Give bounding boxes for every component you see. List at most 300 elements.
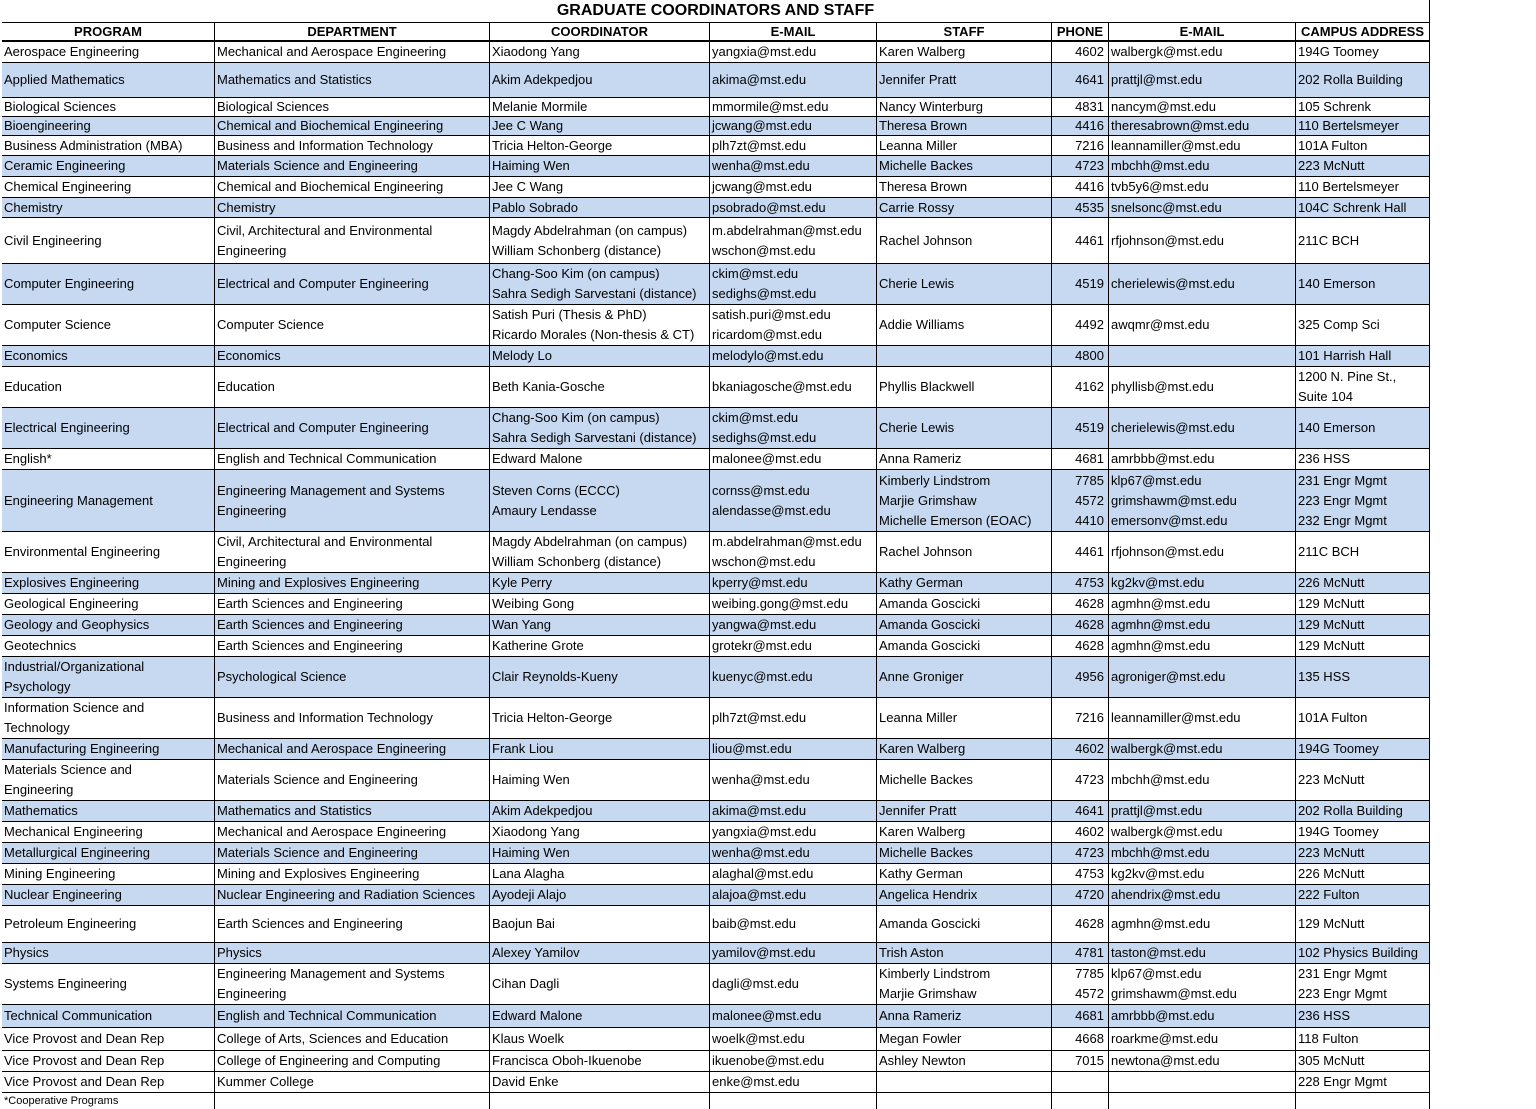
cell-staff[interactable] xyxy=(877,63,1052,97)
cell-program[interactable] xyxy=(2,964,215,1004)
cell-campus-address[interactable] xyxy=(1296,264,1430,304)
cell-phone[interactable] xyxy=(1052,264,1109,304)
cell-staff[interactable] xyxy=(877,964,1052,1004)
cell-coordinator-email[interactable] xyxy=(710,264,877,304)
cell-department[interactable] xyxy=(215,449,490,469)
cell-staff-email[interactable] xyxy=(1109,156,1296,176)
cell-campus-address[interactable] xyxy=(1296,594,1430,614)
cell-coordinator-email[interactable] xyxy=(710,1028,877,1050)
cell-department[interactable] xyxy=(215,760,490,800)
cell-phone[interactable] xyxy=(1052,885,1109,905)
cell-coordinator[interactable] xyxy=(490,449,710,469)
cell-staff[interactable] xyxy=(877,98,1052,116)
cell-staff[interactable] xyxy=(877,1072,1052,1092)
cell-coordinator[interactable] xyxy=(490,42,710,62)
cell-staff-email[interactable] xyxy=(1109,470,1296,531)
cell-coordinator[interactable] xyxy=(490,864,710,884)
cell-department[interactable] xyxy=(215,739,490,759)
cell-department[interactable] xyxy=(215,964,490,1004)
cell-staff-email[interactable] xyxy=(1109,117,1296,135)
cell-phone[interactable] xyxy=(1052,843,1109,863)
cell-staff[interactable] xyxy=(877,843,1052,863)
cell-phone[interactable] xyxy=(1052,346,1109,366)
cell-campus-address[interactable] xyxy=(1296,218,1430,263)
cell-program[interactable] xyxy=(2,1072,215,1092)
cell-program[interactable] xyxy=(2,156,215,176)
cell-department[interactable] xyxy=(215,1072,490,1092)
cell-phone[interactable] xyxy=(1052,739,1109,759)
cell-department[interactable] xyxy=(215,470,490,531)
cell-program[interactable] xyxy=(2,218,215,263)
cell-program[interactable] xyxy=(2,843,215,863)
cell-staff-email[interactable] xyxy=(1109,1051,1296,1071)
cell-staff-email[interactable] xyxy=(1109,1005,1296,1027)
cell-coordinator[interactable] xyxy=(490,198,710,217)
header-coordinator[interactable]: COORDINATOR xyxy=(490,23,710,40)
cell-department[interactable] xyxy=(215,801,490,821)
cell-staff-email[interactable] xyxy=(1109,698,1296,738)
cell-coordinator[interactable] xyxy=(490,470,710,531)
cell-coordinator[interactable] xyxy=(490,1005,710,1027)
cell-coordinator-email[interactable] xyxy=(710,843,877,863)
cell-coordinator-email[interactable] xyxy=(710,136,877,155)
cell-program[interactable] xyxy=(2,177,215,197)
cell-staff-email[interactable] xyxy=(1109,42,1296,62)
cell-staff[interactable] xyxy=(877,636,1052,656)
cell-coordinator-email[interactable] xyxy=(710,218,877,263)
cell-department[interactable] xyxy=(215,42,490,62)
cell-department[interactable] xyxy=(215,615,490,635)
cell-campus-address[interactable] xyxy=(1296,532,1430,572)
cell-program[interactable] xyxy=(2,1051,215,1071)
cell-program[interactable] xyxy=(2,822,215,842)
cell-staff-email[interactable] xyxy=(1109,636,1296,656)
cell-coordinator-email[interactable] xyxy=(710,408,877,448)
cell-campus-address[interactable] xyxy=(1296,346,1430,366)
cell-staff-email[interactable] xyxy=(1109,177,1296,197)
cell-coordinator[interactable] xyxy=(490,760,710,800)
cell-campus-address[interactable] xyxy=(1296,1072,1430,1092)
cell-campus-address[interactable] xyxy=(1296,42,1430,62)
cell-coordinator-email[interactable] xyxy=(710,156,877,176)
cell-staff[interactable] xyxy=(877,177,1052,197)
cell-campus-address[interactable] xyxy=(1296,615,1430,635)
cell-coordinator[interactable] xyxy=(490,943,710,963)
cell-phone[interactable] xyxy=(1052,1072,1109,1092)
cell-coordinator[interactable] xyxy=(490,822,710,842)
cell-phone[interactable] xyxy=(1052,864,1109,884)
cell-campus-address[interactable] xyxy=(1296,367,1430,407)
cell-phone[interactable] xyxy=(1052,573,1109,593)
cell-coordinator[interactable] xyxy=(490,264,710,304)
cell-campus-address[interactable] xyxy=(1296,698,1430,738)
header-department[interactable]: DEPARTMENT xyxy=(215,23,490,40)
cell-campus-address[interactable] xyxy=(1296,843,1430,863)
header-program[interactable]: PROGRAM xyxy=(2,23,215,40)
cell-campus-address[interactable] xyxy=(1296,822,1430,842)
cell-program[interactable] xyxy=(2,408,215,448)
cell-campus-address[interactable] xyxy=(1296,63,1430,97)
cell-department[interactable] xyxy=(215,264,490,304)
header-staff[interactable]: STAFF xyxy=(877,23,1052,40)
cell-coordinator-email[interactable] xyxy=(710,305,877,345)
cell-coordinator-email[interactable] xyxy=(710,177,877,197)
cell-phone[interactable] xyxy=(1052,449,1109,469)
cell-coordinator-email[interactable] xyxy=(710,885,877,905)
cell-staff[interactable] xyxy=(877,906,1052,942)
cell-campus-address[interactable] xyxy=(1296,906,1430,942)
cell-program[interactable] xyxy=(2,98,215,116)
cell-staff[interactable] xyxy=(877,822,1052,842)
cell-staff[interactable] xyxy=(877,1051,1052,1071)
cell-program[interactable] xyxy=(2,346,215,366)
cell-staff-email[interactable] xyxy=(1109,657,1296,697)
cell-staff[interactable] xyxy=(877,885,1052,905)
cell-coordinator[interactable] xyxy=(490,305,710,345)
cell-coordinator-email[interactable] xyxy=(710,198,877,217)
cell-staff-email[interactable] xyxy=(1109,305,1296,345)
cell-phone[interactable] xyxy=(1052,964,1109,1004)
cell-phone[interactable] xyxy=(1052,42,1109,62)
cell-program[interactable] xyxy=(2,760,215,800)
cell-staff-email[interactable] xyxy=(1109,218,1296,263)
cell-staff-email[interactable] xyxy=(1109,760,1296,800)
cell-phone[interactable] xyxy=(1052,198,1109,217)
cell-department[interactable] xyxy=(215,594,490,614)
cell-coordinator-email[interactable] xyxy=(710,801,877,821)
cell-department[interactable] xyxy=(215,1005,490,1027)
cell-campus-address[interactable] xyxy=(1296,657,1430,697)
cell-phone[interactable] xyxy=(1052,367,1109,407)
cell-department[interactable] xyxy=(215,885,490,905)
cell-staff[interactable] xyxy=(877,470,1052,531)
cell-department[interactable] xyxy=(215,636,490,656)
cell-coordinator-email[interactable] xyxy=(710,42,877,62)
cell-staff-email[interactable] xyxy=(1109,63,1296,97)
cell-phone[interactable] xyxy=(1052,822,1109,842)
cell-staff-email[interactable] xyxy=(1109,739,1296,759)
cell-department[interactable] xyxy=(215,346,490,366)
cell-staff-email[interactable] xyxy=(1109,367,1296,407)
cell-department[interactable] xyxy=(215,864,490,884)
cell-department[interactable] xyxy=(215,408,490,448)
cell-program[interactable] xyxy=(2,42,215,62)
cell-coordinator[interactable] xyxy=(490,1051,710,1071)
cell-phone[interactable] xyxy=(1052,657,1109,697)
cell-program[interactable] xyxy=(2,470,215,531)
cell-department[interactable] xyxy=(215,117,490,135)
cell-coordinator[interactable] xyxy=(490,532,710,572)
cell-phone[interactable] xyxy=(1052,636,1109,656)
cell-department[interactable] xyxy=(215,843,490,863)
cell-coordinator-email[interactable] xyxy=(710,864,877,884)
cell-coordinator-email[interactable] xyxy=(710,760,877,800)
cell-department[interactable] xyxy=(215,177,490,197)
cell-program[interactable] xyxy=(2,636,215,656)
cell-phone[interactable] xyxy=(1052,594,1109,614)
cell-department[interactable] xyxy=(215,906,490,942)
cell-campus-address[interactable] xyxy=(1296,177,1430,197)
cell-staff-email[interactable] xyxy=(1109,843,1296,863)
cell-coordinator[interactable] xyxy=(490,346,710,366)
cell-campus-address[interactable] xyxy=(1296,198,1430,217)
cell-coordinator-email[interactable] xyxy=(710,739,877,759)
cell-coordinator[interactable] xyxy=(490,594,710,614)
cell-staff-email[interactable] xyxy=(1109,532,1296,572)
cell-phone[interactable] xyxy=(1052,136,1109,155)
cell-staff[interactable] xyxy=(877,864,1052,884)
cell-staff-email[interactable] xyxy=(1109,864,1296,884)
cell-phone[interactable] xyxy=(1052,943,1109,963)
cell-staff-email[interactable] xyxy=(1109,943,1296,963)
cell-phone[interactable] xyxy=(1052,615,1109,635)
cell-staff[interactable] xyxy=(877,760,1052,800)
cell-department[interactable] xyxy=(215,198,490,217)
cell-coordinator[interactable] xyxy=(490,408,710,448)
cell-coordinator-email[interactable] xyxy=(710,1072,877,1092)
header-staff-email[interactable]: E-MAIL xyxy=(1109,23,1296,40)
cell-phone[interactable] xyxy=(1052,63,1109,97)
cell-staff-email[interactable] xyxy=(1109,885,1296,905)
cell-coordinator[interactable] xyxy=(490,843,710,863)
cell-staff-email[interactable] xyxy=(1109,594,1296,614)
cell-staff-email[interactable] xyxy=(1109,198,1296,217)
cell-phone[interactable] xyxy=(1052,1028,1109,1050)
cell-program[interactable] xyxy=(2,906,215,942)
cell-coordinator[interactable] xyxy=(490,1072,710,1092)
cell-program[interactable] xyxy=(2,1005,215,1027)
cell-campus-address[interactable] xyxy=(1296,98,1430,116)
cell-staff[interactable] xyxy=(877,305,1052,345)
cell-campus-address[interactable] xyxy=(1296,1028,1430,1050)
cell-department[interactable] xyxy=(215,305,490,345)
cell-phone[interactable] xyxy=(1052,1051,1109,1071)
cell-department[interactable] xyxy=(215,98,490,116)
header-campus-address[interactable]: CAMPUS ADDRESS xyxy=(1296,23,1430,40)
cell-staff-email[interactable] xyxy=(1109,98,1296,116)
cell-campus-address[interactable] xyxy=(1296,964,1430,1004)
cell-staff[interactable] xyxy=(877,739,1052,759)
cell-coordinator[interactable] xyxy=(490,98,710,116)
cell-campus-address[interactable] xyxy=(1296,449,1430,469)
cell-campus-address[interactable] xyxy=(1296,470,1430,531)
cell-staff[interactable] xyxy=(877,408,1052,448)
cell-coordinator-email[interactable] xyxy=(710,943,877,963)
cell-campus-address[interactable] xyxy=(1296,943,1430,963)
cell-program[interactable] xyxy=(2,573,215,593)
cell-staff[interactable] xyxy=(877,1028,1052,1050)
cell-coordinator-email[interactable] xyxy=(710,532,877,572)
header-phone[interactable]: PHONE xyxy=(1052,23,1109,40)
cell-campus-address[interactable] xyxy=(1296,408,1430,448)
cell-coordinator[interactable] xyxy=(490,657,710,697)
cell-staff-email[interactable] xyxy=(1109,449,1296,469)
cell-staff[interactable] xyxy=(877,943,1052,963)
cell-staff-email[interactable] xyxy=(1109,408,1296,448)
cell-program[interactable] xyxy=(2,532,215,572)
cell-phone[interactable] xyxy=(1052,98,1109,116)
cell-program[interactable] xyxy=(2,449,215,469)
cell-coordinator-email[interactable] xyxy=(710,117,877,135)
cell-coordinator[interactable] xyxy=(490,573,710,593)
cell-staff-email[interactable] xyxy=(1109,1072,1296,1092)
cell-program[interactable] xyxy=(2,136,215,155)
cell-staff[interactable] xyxy=(877,198,1052,217)
cell-phone[interactable] xyxy=(1052,470,1109,531)
cell-coordinator-email[interactable] xyxy=(710,822,877,842)
cell-program[interactable] xyxy=(2,594,215,614)
cell-coordinator-email[interactable] xyxy=(710,657,877,697)
cell-coordinator[interactable] xyxy=(490,1028,710,1050)
cell-staff[interactable] xyxy=(877,449,1052,469)
cell-coordinator-email[interactable] xyxy=(710,636,877,656)
cell-coordinator[interactable] xyxy=(490,636,710,656)
cell-program[interactable] xyxy=(2,801,215,821)
cell-coordinator[interactable] xyxy=(490,739,710,759)
cell-campus-address[interactable] xyxy=(1296,760,1430,800)
cell-department[interactable] xyxy=(215,698,490,738)
cell-campus-address[interactable] xyxy=(1296,636,1430,656)
cell-staff[interactable] xyxy=(877,117,1052,135)
cell-phone[interactable] xyxy=(1052,801,1109,821)
cell-phone[interactable] xyxy=(1052,698,1109,738)
cell-coordinator-email[interactable] xyxy=(710,98,877,116)
cell-phone[interactable] xyxy=(1052,1005,1109,1027)
cell-staff-email[interactable] xyxy=(1109,964,1296,1004)
cell-program[interactable] xyxy=(2,117,215,135)
cell-campus-address[interactable] xyxy=(1296,1005,1430,1027)
cell-staff-email[interactable] xyxy=(1109,906,1296,942)
cell-coordinator[interactable] xyxy=(490,177,710,197)
cell-staff[interactable] xyxy=(877,573,1052,593)
cell-program[interactable] xyxy=(2,943,215,963)
cell-department[interactable] xyxy=(215,367,490,407)
cell-campus-address[interactable] xyxy=(1296,136,1430,155)
header-coordinator-email[interactable]: E-MAIL xyxy=(710,23,877,40)
cell-coordinator-email[interactable] xyxy=(710,1005,877,1027)
cell-staff-email[interactable] xyxy=(1109,615,1296,635)
cell-coordinator-email[interactable] xyxy=(710,594,877,614)
cell-coordinator[interactable] xyxy=(490,156,710,176)
cell-coordinator[interactable] xyxy=(490,964,710,1004)
cell-campus-address[interactable] xyxy=(1296,1051,1430,1071)
cell-staff-email[interactable] xyxy=(1109,822,1296,842)
cell-department[interactable] xyxy=(215,156,490,176)
cell-program[interactable] xyxy=(2,305,215,345)
cell-phone[interactable] xyxy=(1052,117,1109,135)
cell-campus-address[interactable] xyxy=(1296,156,1430,176)
cell-staff[interactable] xyxy=(877,657,1052,697)
cell-staff[interactable] xyxy=(877,698,1052,738)
cell-department[interactable] xyxy=(215,532,490,572)
cell-coordinator-email[interactable] xyxy=(710,1051,877,1071)
cell-campus-address[interactable] xyxy=(1296,801,1430,821)
cell-staff[interactable] xyxy=(877,367,1052,407)
cell-staff[interactable] xyxy=(877,1005,1052,1027)
cell-program[interactable] xyxy=(2,198,215,217)
cell-coordinator[interactable] xyxy=(490,63,710,97)
cell-department[interactable] xyxy=(215,218,490,263)
cell-program[interactable] xyxy=(2,367,215,407)
cell-phone[interactable] xyxy=(1052,218,1109,263)
cell-campus-address[interactable] xyxy=(1296,305,1430,345)
cell-phone[interactable] xyxy=(1052,532,1109,572)
cell-staff-email[interactable] xyxy=(1109,573,1296,593)
cell-coordinator[interactable] xyxy=(490,136,710,155)
cell-staff[interactable] xyxy=(877,218,1052,263)
cell-staff[interactable] xyxy=(877,801,1052,821)
cell-coordinator[interactable] xyxy=(490,698,710,738)
cell-phone[interactable] xyxy=(1052,760,1109,800)
cell-coordinator-email[interactable] xyxy=(710,367,877,407)
cell-program[interactable] xyxy=(2,63,215,97)
cell-campus-address[interactable] xyxy=(1296,864,1430,884)
cell-phone[interactable] xyxy=(1052,408,1109,448)
cell-department[interactable] xyxy=(215,63,490,97)
cell-staff[interactable] xyxy=(877,594,1052,614)
cell-coordinator[interactable] xyxy=(490,367,710,407)
cell-campus-address[interactable] xyxy=(1296,885,1430,905)
cell-department[interactable] xyxy=(215,136,490,155)
cell-staff[interactable] xyxy=(877,532,1052,572)
cell-phone[interactable] xyxy=(1052,156,1109,176)
cell-program[interactable] xyxy=(2,885,215,905)
cell-department[interactable] xyxy=(215,943,490,963)
cell-staff-email[interactable] xyxy=(1109,346,1296,366)
cell-phone[interactable] xyxy=(1052,177,1109,197)
cell-staff[interactable] xyxy=(877,615,1052,635)
cell-coordinator[interactable] xyxy=(490,218,710,263)
cell-program[interactable] xyxy=(2,739,215,759)
cell-department[interactable] xyxy=(215,657,490,697)
cell-coordinator[interactable] xyxy=(490,615,710,635)
cell-coordinator-email[interactable] xyxy=(710,964,877,1004)
cell-program[interactable] xyxy=(2,1028,215,1050)
cell-coordinator[interactable] xyxy=(490,885,710,905)
cell-phone[interactable] xyxy=(1052,906,1109,942)
cell-staff[interactable] xyxy=(877,264,1052,304)
cell-coordinator[interactable] xyxy=(490,801,710,821)
cell-staff-email[interactable] xyxy=(1109,136,1296,155)
cell-coordinator-email[interactable] xyxy=(710,906,877,942)
cell-program[interactable] xyxy=(2,264,215,304)
cell-staff-email[interactable] xyxy=(1109,801,1296,821)
cell-coordinator-email[interactable] xyxy=(710,615,877,635)
cell-staff[interactable] xyxy=(877,346,1052,366)
cell-coordinator-email[interactable] xyxy=(710,449,877,469)
cell-staff[interactable] xyxy=(877,42,1052,62)
cell-staff-email[interactable] xyxy=(1109,1028,1296,1050)
cell-department[interactable] xyxy=(215,1051,490,1071)
cell-department[interactable] xyxy=(215,573,490,593)
cell-coordinator-email[interactable] xyxy=(710,470,877,531)
cell-coordinator-email[interactable] xyxy=(710,346,877,366)
cell-program[interactable] xyxy=(2,864,215,884)
cell-department[interactable] xyxy=(215,822,490,842)
cell-program[interactable] xyxy=(2,657,215,697)
cell-coordinator-email[interactable] xyxy=(710,698,877,738)
cell-coordinator-email[interactable] xyxy=(710,573,877,593)
cell-campus-address[interactable] xyxy=(1296,573,1430,593)
cell-program[interactable] xyxy=(2,615,215,635)
cell-coordinator-email[interactable] xyxy=(710,63,877,97)
cell-coordinator[interactable] xyxy=(490,117,710,135)
cell-staff-email[interactable] xyxy=(1109,264,1296,304)
cell-program[interactable] xyxy=(2,698,215,738)
cell-coordinator[interactable] xyxy=(490,906,710,942)
cell-campus-address[interactable] xyxy=(1296,739,1430,759)
cell-campus-address[interactable] xyxy=(1296,117,1430,135)
